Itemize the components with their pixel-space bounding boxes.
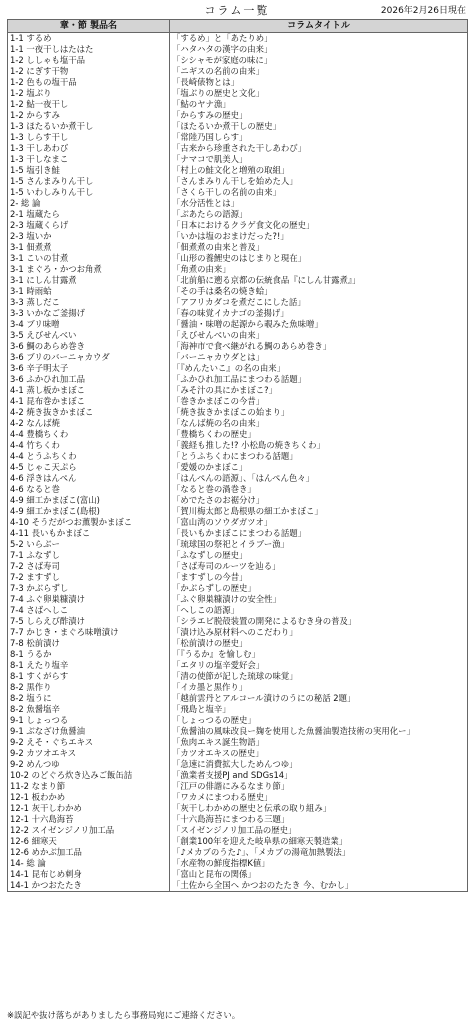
table-row bbox=[8, 385, 468, 396]
product-cell: 1-5 塩引き鮭 bbox=[8, 165, 170, 176]
column-title-cell: 「賀川梅太郎と島根県の細工かまぼこ」 bbox=[170, 506, 468, 517]
table-row bbox=[8, 220, 468, 231]
table-row bbox=[8, 396, 468, 407]
product-cell: 3-6 鯛のあらめ巻き bbox=[8, 341, 170, 352]
table-row bbox=[8, 528, 468, 539]
table-body bbox=[8, 33, 468, 892]
column-title-cell: 「みそ汁の具にかまぼこ?」 bbox=[170, 385, 468, 396]
product-cell: 7-5 しらえび酢漬け bbox=[8, 616, 170, 627]
product-cell: 4-4 竹ちくわ bbox=[8, 440, 170, 451]
product-cell: 7-1 ふなずし bbox=[8, 550, 170, 561]
column-title-cell: 「角煮の由来」 bbox=[170, 264, 468, 275]
table-row bbox=[8, 165, 468, 176]
table-row bbox=[8, 297, 468, 308]
column-title-cell: 「十六島海苔にまつわる三題」 bbox=[170, 814, 468, 825]
product-cell: 12-1 灰干しわかめ bbox=[8, 803, 170, 814]
column-title-cell: 「なんば焼の名の由来」 bbox=[170, 418, 468, 429]
product-cell: 9-1 ぶなざけ魚醤油 bbox=[8, 726, 170, 737]
product-cell: 1-2 塩ぶり bbox=[8, 88, 170, 99]
product-cell: 12-2 スイゼンジノリ加工品 bbox=[8, 825, 170, 836]
page-header bbox=[0, 0, 474, 19]
table-row bbox=[8, 605, 468, 616]
column-title-cell: 「ナマコで肌美人」 bbox=[170, 154, 468, 165]
product-cell: 8-2 塩うに bbox=[8, 693, 170, 704]
product-cell: 9-2 めんつゆ bbox=[8, 759, 170, 770]
as-of-date: 2026年2月26日現在 bbox=[380, 6, 466, 16]
table-row bbox=[8, 264, 468, 275]
product-cell: 10-2 のどぐろ炊き込みご飯缶詰 bbox=[8, 770, 170, 781]
table-row bbox=[8, 319, 468, 330]
table-row bbox=[8, 330, 468, 341]
table-row bbox=[8, 143, 468, 154]
column-title-cell: 「富山と昆布の関係」 bbox=[170, 869, 468, 880]
table-row bbox=[8, 407, 468, 418]
column-title-cell: 「土佐から全国へ かつおのたたき 今、むかし」 bbox=[170, 880, 468, 892]
page-title: コラム一覧 bbox=[204, 4, 270, 17]
product-cell: 12-6 細寒天 bbox=[8, 836, 170, 847]
table-row bbox=[8, 693, 468, 704]
column-title-cell: 「さくら干しの名前の由来」 bbox=[170, 187, 468, 198]
column-title-cell: 「ふかひれ加工品にまつわる話題」 bbox=[170, 374, 468, 385]
product-cell: 4-2 なんば焼 bbox=[8, 418, 170, 429]
table-row bbox=[8, 209, 468, 220]
table-row bbox=[8, 231, 468, 242]
product-cell: 7-8 松前漬け bbox=[8, 638, 170, 649]
column-title-cell: 「ほたるいか煮干しの歴史」 bbox=[170, 121, 468, 132]
product-cell: 8-2 黒作り bbox=[8, 682, 170, 693]
column-title-cell: 「ぶあたらの語源」 bbox=[170, 209, 468, 220]
column-title-cell: 「水産物の鮮度指標K値」 bbox=[170, 858, 468, 869]
product-cell: 2-3 塩いか bbox=[8, 231, 170, 242]
table-row bbox=[8, 550, 468, 561]
column-title-cell: 「長いもかまぼこにまつわる話題」 bbox=[170, 528, 468, 539]
table-row bbox=[8, 429, 468, 440]
column-title-cell: 「ニギスの名前の由来」 bbox=[170, 66, 468, 77]
column-title-cell: 「魚肉エキス誕生物語」 bbox=[170, 737, 468, 748]
product-cell: 1-5 いわしみりん干し bbox=[8, 187, 170, 198]
column-title-cell: 「水分活性とは」 bbox=[170, 198, 468, 209]
column-title-cell: 「へしこの語源」 bbox=[170, 605, 468, 616]
product-cell: 12-6 めかぶ加工品 bbox=[8, 847, 170, 858]
product-cell: 3-5 えびせんべい bbox=[8, 330, 170, 341]
product-cell: 1-2 ししゃも塩干品 bbox=[8, 55, 170, 66]
column-title-cell: 「琉球国の祭祀とイラブー漁」 bbox=[170, 539, 468, 550]
table-row bbox=[8, 132, 468, 143]
product-cell: 8-1 すくがらす bbox=[8, 671, 170, 682]
column-title-cell: 「イカ墨と黒作り」 bbox=[170, 682, 468, 693]
table-row bbox=[8, 682, 468, 693]
column-title-cell: 「鮎のヤナ漁」 bbox=[170, 99, 468, 110]
table-row bbox=[8, 781, 468, 792]
product-cell: 1-1 一夜干しはたはた bbox=[8, 44, 170, 55]
table-row bbox=[8, 638, 468, 649]
column-title-cell: 「かぶらずしの歴史」 bbox=[170, 583, 468, 594]
product-cell: 4-4 とうふちくわ bbox=[8, 451, 170, 462]
table-row bbox=[8, 33, 468, 45]
table-row bbox=[8, 352, 468, 363]
product-cell: 2- 総 論 bbox=[8, 198, 170, 209]
column-title-cell: 「急速に消費拡大しためんつゆ」 bbox=[170, 759, 468, 770]
product-cell: 3-6 辛子明太子 bbox=[8, 363, 170, 374]
header-product: 章・節 製品名 bbox=[8, 20, 170, 33]
table-row bbox=[8, 649, 468, 660]
column-title-cell: 「灰干しわかめの歴史と伝承の取り組み」 bbox=[170, 803, 468, 814]
table-row bbox=[8, 517, 468, 528]
column-title-cell: 「なると巻の渦巻き」 bbox=[170, 484, 468, 495]
product-cell: 11-2 なまり節 bbox=[8, 781, 170, 792]
column-title-cell: 「巻きかまぼこの今昔」 bbox=[170, 396, 468, 407]
product-cell: 12-1 十六島海苔 bbox=[8, 814, 170, 825]
table-row bbox=[8, 110, 468, 121]
column-title-cell: 「アフリカダコを煮だこにした話」 bbox=[170, 297, 468, 308]
table-row bbox=[8, 286, 468, 297]
column-title-cell: 「松前漬けの歴史」 bbox=[170, 638, 468, 649]
column-title-cell: 「飛島と塩辛」 bbox=[170, 704, 468, 715]
product-cell: 7-2 さば寿司 bbox=[8, 561, 170, 572]
table-row bbox=[8, 704, 468, 715]
table-row bbox=[8, 187, 468, 198]
column-title-cell: 「ますずしの今昔」 bbox=[170, 572, 468, 583]
column-title-cell: 「さば寿司のルーツを辿る」 bbox=[170, 561, 468, 572]
table-row bbox=[8, 253, 468, 264]
column-title-cell: 「『めんたいこ』の名の由来」 bbox=[170, 363, 468, 374]
column-title-cell: 「シシャモが家庭の味に」 bbox=[170, 55, 468, 66]
product-cell: 4-9 細工かまぼこ(島根) bbox=[8, 506, 170, 517]
product-cell: 1-2 色もの塩干品 bbox=[8, 77, 170, 88]
column-title-cell: 「創業100年を迎えた岐阜県の細寒天製造業」 bbox=[170, 836, 468, 847]
product-cell: 1-5 さんまみりん干し bbox=[8, 176, 170, 187]
product-cell: 7-2 ますずし bbox=[8, 572, 170, 583]
column-title-cell: 「えびせんべいの由来」 bbox=[170, 330, 468, 341]
product-cell: 1-2 鮎一夜干し bbox=[8, 99, 170, 110]
column-title-cell: 「常陸乃国しらす」 bbox=[170, 132, 468, 143]
column-title-cell: 「からすみの歴史」 bbox=[170, 110, 468, 121]
product-cell: 14-1 かつおたたき bbox=[8, 880, 170, 892]
column-title-cell: 「海神市で食べ継がれる鯛のあらめ巻き」 bbox=[170, 341, 468, 352]
table-row bbox=[8, 814, 468, 825]
table-row bbox=[8, 759, 468, 770]
column-title-cell: 「とうふちくわにまつわる話題」 bbox=[170, 451, 468, 462]
column-title-cell: 「魚醤油の風味改良ー麹を使用した魚醤油製造技術の実用化ー」 bbox=[170, 726, 468, 737]
column-title-cell: 「佃煮煮の由来と普及」 bbox=[170, 242, 468, 253]
column-title-cell: 「ふなずしの歴史」 bbox=[170, 550, 468, 561]
product-cell: 3-1 にしん甘露煮 bbox=[8, 275, 170, 286]
column-title-cell: 「山形の養鯉史のはじまりと現在」 bbox=[170, 253, 468, 264]
table-row bbox=[8, 275, 468, 286]
product-cell: 1-3 ほたるいか煮干し bbox=[8, 121, 170, 132]
product-cell: 4-10 そうだがつお薫製かまぼこ bbox=[8, 517, 170, 528]
column-title-cell: 「スイゼンジノリ加工品の歴史」 bbox=[170, 825, 468, 836]
table-row bbox=[8, 88, 468, 99]
table-row bbox=[8, 242, 468, 253]
column-title-cell: 「塩ぶりの歴史と文化」 bbox=[170, 88, 468, 99]
table-row bbox=[8, 44, 468, 55]
product-cell: 3-1 こいの甘煮 bbox=[8, 253, 170, 264]
column-title-cell: 「江戸の俳諧にみるなまり節」 bbox=[170, 781, 468, 792]
product-cell: 8-1 うるか bbox=[8, 649, 170, 660]
column-title-cell: 「ワカメにまつわる歴史」 bbox=[170, 792, 468, 803]
column-title-cell: 「はんぺんの語源」、「はんぺん色々」 bbox=[170, 473, 468, 484]
product-cell: 8-2 魚醤塩辛 bbox=[8, 704, 170, 715]
table-row bbox=[8, 616, 468, 627]
product-cell: 9-2 えそ・ぐちエキス bbox=[8, 737, 170, 748]
column-title-cell: 「古来から珍重された干しあわび」 bbox=[170, 143, 468, 154]
product-cell: 4-5 じゃこ天ぷら bbox=[8, 462, 170, 473]
table-row bbox=[8, 99, 468, 110]
table-row bbox=[8, 539, 468, 550]
table-row bbox=[8, 847, 468, 858]
product-cell: 4-6 なると巻 bbox=[8, 484, 170, 495]
column-title-cell: 「漬け込み原材料へのこだわり」 bbox=[170, 627, 468, 638]
column-title-cell: 「春の味覚イカナゴの釜揚げ」 bbox=[170, 308, 468, 319]
table-row bbox=[8, 418, 468, 429]
product-cell: 4-2 焼き抜きかまぼこ bbox=[8, 407, 170, 418]
table-row bbox=[8, 594, 468, 605]
column-title-cell: 「漁業者支援PJ and SDGs14」 bbox=[170, 770, 468, 781]
column-title-cell: 「清の使節が記した琉球の味覚」 bbox=[170, 671, 468, 682]
column-title-cell: 「その手は桑名の焼き蛤」 bbox=[170, 286, 468, 297]
column-list-table bbox=[7, 19, 468, 892]
product-cell: 4-1 蒸し板かまぼこ bbox=[8, 385, 170, 396]
table-row bbox=[8, 869, 468, 880]
column-title-cell: 「しょっつるの歴史」 bbox=[170, 715, 468, 726]
table-row bbox=[8, 627, 468, 638]
product-cell: 5-2 いらぶー bbox=[8, 539, 170, 550]
product-cell: 8-1 えたり塩辛 bbox=[8, 660, 170, 671]
table-row bbox=[8, 308, 468, 319]
column-title-cell: 「さんまみりん干しを始めた人」 bbox=[170, 176, 468, 187]
product-cell: 12-1 板わかめ bbox=[8, 792, 170, 803]
column-title-cell: 「越前雲丹とアルコール漬けのうにの秘話 2題」 bbox=[170, 693, 468, 704]
table-row bbox=[8, 341, 468, 352]
table-row bbox=[8, 374, 468, 385]
product-cell: 7-4 ふぐ卵巣糠漬け bbox=[8, 594, 170, 605]
table-row bbox=[8, 737, 468, 748]
column-title-cell: 「村上の鮭文化と増殖の取組」 bbox=[170, 165, 468, 176]
product-cell: 3-3 いかなご釜揚げ bbox=[8, 308, 170, 319]
table-row bbox=[8, 154, 468, 165]
column-title-cell: 「するめ」と「あたりめ」 bbox=[170, 33, 468, 45]
table-header-row bbox=[8, 20, 468, 33]
product-cell: 3-6 ブリのバーニャカウダ bbox=[8, 352, 170, 363]
product-cell: 2-3 塩蔵くらげ bbox=[8, 220, 170, 231]
product-cell: 4-11 長いもかまぼこ bbox=[8, 528, 170, 539]
table-row bbox=[8, 176, 468, 187]
table-row bbox=[8, 77, 468, 88]
table-row bbox=[8, 66, 468, 77]
column-title-cell: 「『うるか』を愉しむ」 bbox=[170, 649, 468, 660]
footnote: ※誤記や抜け落ちがありましたら事務局宛にご連絡ください。 bbox=[7, 1010, 241, 1020]
table-row bbox=[8, 858, 468, 869]
product-cell: 3-6 ふかひれ加工品 bbox=[8, 374, 170, 385]
header-column-title: コラムタイトル bbox=[170, 20, 468, 33]
table-row bbox=[8, 473, 468, 484]
column-title-cell: 「シラエビ脱殻装置の開発によるむき身の普及」 bbox=[170, 616, 468, 627]
product-cell: 4-6 浮きはんぺん bbox=[8, 473, 170, 484]
product-cell: 9-2 カツオエキス bbox=[8, 748, 170, 759]
product-cell: 3-3 蒸しだこ bbox=[8, 297, 170, 308]
product-cell: 9-1 しょっつる bbox=[8, 715, 170, 726]
product-cell: 3-4 ブリ味噌 bbox=[8, 319, 170, 330]
column-title-cell: 「ふぐ卵巣糠漬けの安全性」 bbox=[170, 594, 468, 605]
table-row bbox=[8, 726, 468, 737]
table-row bbox=[8, 660, 468, 671]
product-cell: 4-1 昆布巻かまぼこ bbox=[8, 396, 170, 407]
table-row bbox=[8, 506, 468, 517]
column-title-cell: 「醤油・味噌の起源から覗みた魚味噌」 bbox=[170, 319, 468, 330]
table-row bbox=[8, 572, 468, 583]
product-cell: 7-4 さばへしこ bbox=[8, 605, 170, 616]
table-row bbox=[8, 715, 468, 726]
table-row bbox=[8, 363, 468, 374]
column-title-cell: 「♪メカブのうた♪」、「メカブの湯竜加熱製法」 bbox=[170, 847, 468, 858]
product-cell: 14-1 昆布じめ刺身 bbox=[8, 869, 170, 880]
column-title-cell: 「日本におけるクラゲ食文化の歴史」 bbox=[170, 220, 468, 231]
column-title-cell: 「バーニャカウダとは」 bbox=[170, 352, 468, 363]
column-title-cell: 「富山湾のソウダガツオ」 bbox=[170, 517, 468, 528]
table-row bbox=[8, 561, 468, 572]
product-cell: 1-3 しらす干し bbox=[8, 132, 170, 143]
column-title-cell: 「北前船に遡る京都の伝統食品『にしん甘露煮』」 bbox=[170, 275, 468, 286]
product-cell: 3-1 佃煮煮 bbox=[8, 242, 170, 253]
table-row bbox=[8, 583, 468, 594]
product-cell: 4-9 細工かまぼこ(富山) bbox=[8, 495, 170, 506]
column-title-cell: 「いかは塩のおまけだった?!」 bbox=[170, 231, 468, 242]
table-row bbox=[8, 55, 468, 66]
table-row bbox=[8, 748, 468, 759]
product-cell: 4-4 豊橋ちくわ bbox=[8, 429, 170, 440]
table-row bbox=[8, 792, 468, 803]
table-row bbox=[8, 121, 468, 132]
product-cell: 1-2 にぎす干物 bbox=[8, 66, 170, 77]
product-cell: 7-3 かぶらずし bbox=[8, 583, 170, 594]
column-title-cell: 「豊橋ちくわの歴史」 bbox=[170, 429, 468, 440]
table-row bbox=[8, 770, 468, 781]
column-title-cell: 「愛媛のかまぼこ」 bbox=[170, 462, 468, 473]
table-row bbox=[8, 671, 468, 682]
product-cell: 7-7 かじき・まぐろ味噌漬け bbox=[8, 627, 170, 638]
product-cell: 14- 総 論 bbox=[8, 858, 170, 869]
column-title-cell: 「義経も推した!? 小松島の焼きちくわ」 bbox=[170, 440, 468, 451]
column-title-cell: 「焼き抜きかまぼこの始まり」 bbox=[170, 407, 468, 418]
table-row bbox=[8, 880, 468, 892]
table-row bbox=[8, 462, 468, 473]
product-cell: 1-2 からすみ bbox=[8, 110, 170, 121]
table-row bbox=[8, 825, 468, 836]
column-title-cell: 「めでたさのお裾分け」 bbox=[170, 495, 468, 506]
table-row bbox=[8, 198, 468, 209]
product-cell: 1-1 するめ bbox=[8, 33, 170, 45]
table-row bbox=[8, 484, 468, 495]
product-cell: 2-1 塩蔵たら bbox=[8, 209, 170, 220]
column-title-cell: 「長崎俵物とは」 bbox=[170, 77, 468, 88]
product-cell: 3-1 まぐろ・かつお角煮 bbox=[8, 264, 170, 275]
column-title-cell: 「エタリの塩辛愛好会」 bbox=[170, 660, 468, 671]
table-row bbox=[8, 495, 468, 506]
table-row bbox=[8, 803, 468, 814]
table-row bbox=[8, 440, 468, 451]
table-row bbox=[8, 836, 468, 847]
product-cell: 1-3 干しあわび bbox=[8, 143, 170, 154]
product-cell: 1-3 干しなまこ bbox=[8, 154, 170, 165]
column-title-cell: 「カツオエキスの歴史」 bbox=[170, 748, 468, 759]
column-title-cell: 「ハタハタの漢字の由来」 bbox=[170, 44, 468, 55]
product-cell: 3-1 時雨蛤 bbox=[8, 286, 170, 297]
table-row bbox=[8, 451, 468, 462]
